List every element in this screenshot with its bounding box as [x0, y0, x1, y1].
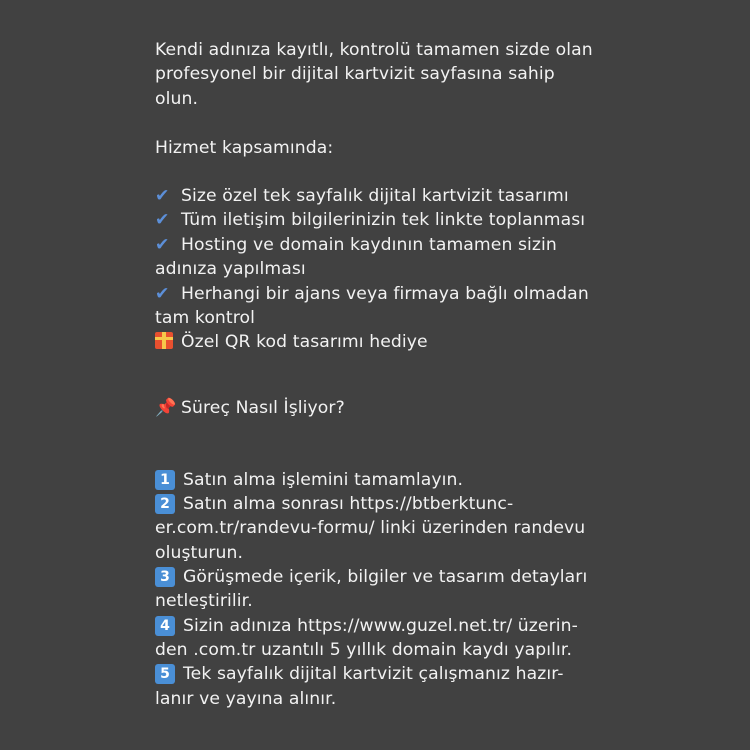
intro-line-3: olun.	[155, 89, 199, 109]
scope-item-text: Herhangi bir ajans veya firmaya bağlı olmadan	[181, 284, 589, 304]
step-continuation: er.com.tr/randevu-formu/ linki üzerinden randevu	[155, 518, 586, 538]
keycap-1-icon: 1	[155, 470, 175, 490]
step-text: Satın alma işlemini tamamlayın.	[183, 470, 464, 490]
step-3	[155, 565, 587, 589]
pushpin-icon: 📌	[155, 398, 177, 418]
step-text: Görüşmede içerik, bilgiler ve tasarım detayları	[183, 567, 588, 587]
scope-item	[155, 184, 569, 208]
scope-item-continuation: adınıza yapılması	[155, 259, 306, 279]
checkmark-icon: ✔	[155, 210, 170, 230]
scope-item	[155, 233, 557, 257]
scope-item-continuation: tam kontrol	[155, 308, 256, 328]
step-2	[155, 492, 513, 516]
checkmark-icon: ✔	[155, 235, 170, 255]
intro-line-2: profesyonel bir dijital kartvizit sayfasına sahip	[155, 64, 555, 84]
scope-item	[155, 208, 585, 232]
step-text: Satın alma sonrası https://btberktunc-	[183, 494, 514, 514]
step-continuation: netleştirilir.	[155, 591, 253, 611]
scope-item	[155, 282, 589, 306]
step-1	[155, 468, 463, 492]
gift-icon	[155, 332, 173, 349]
step-continuation: lanır ve yayına alınır.	[155, 689, 337, 709]
gift-text: Özel QR kod tasarımı hediye	[181, 332, 428, 352]
step-continuation: den .com.tr uzantılı 5 yıllık domain kaydı yapılır.	[155, 640, 573, 660]
scope-heading: Hizmet kapsamında:	[155, 138, 334, 158]
scope-item-text: Hosting ve domain kaydının tamamen sizin	[181, 235, 557, 255]
scope-item-text: Size özel tek sayfalık dijital kartvizit tasarımı	[181, 186, 569, 206]
step-4	[155, 614, 578, 638]
intro-line-1: Kendi adınıza kayıtlı, kontrolü tamamen sizde olan	[155, 40, 593, 60]
keycap-4-icon: 4	[155, 616, 175, 636]
step-text: Tek sayfalık dijital kartvizit çalışmanız hazır-	[183, 664, 564, 684]
checkmark-icon: ✔	[155, 186, 170, 206]
keycap-5-icon: 5	[155, 664, 175, 684]
scope-item-text: Tüm iletişim bilgilerinizin tek linkte toplanması	[181, 210, 586, 230]
keycap-2-icon: 2	[155, 494, 175, 514]
step-continuation: oluşturun.	[155, 543, 244, 563]
scope-gift-item	[155, 330, 428, 354]
step-5	[155, 662, 564, 686]
keycap-3-icon: 3	[155, 567, 175, 587]
process-heading	[155, 396, 345, 420]
step-text: Sizin adınıza https://www.guzel.net.tr/ üzerin-	[183, 616, 578, 636]
process-heading-label: Süreç Nasıl İşliyor?	[181, 398, 345, 418]
checkmark-icon: ✔	[155, 284, 170, 304]
